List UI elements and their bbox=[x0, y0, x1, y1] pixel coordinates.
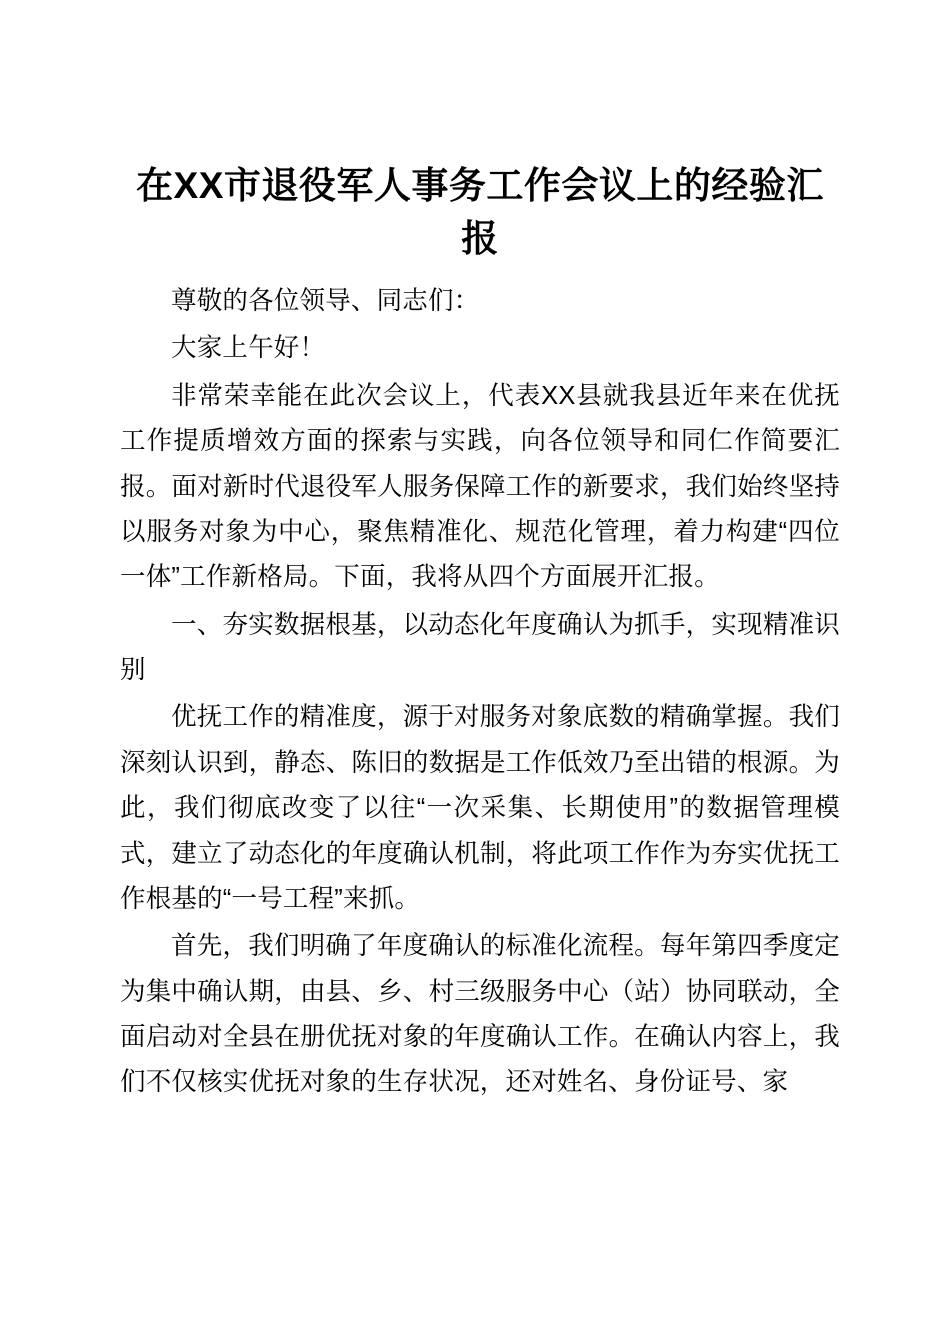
paragraph-section-one-body-2: 首先，我们明确了年度确认的标准化流程。每年第四季度定为集中确认期，由县、乡、村三级服务中心（站）协同联动，全面启动对全县在册优抚对象的年度确认工作。在确认内容上，我们不仅核实优抚对象的生存状况，还对姓名、身份证号、家 bbox=[120, 932, 840, 1097]
page-title: 在XX市退役军人事务工作会议上的经验汇报 bbox=[136, 165, 824, 259]
paragraph-section-one-body-1: 优抚工作的精准度，源于对服务对象底数的精确掌握。我们深刻认识到，静态、陈旧的数据是工作低效乃至出错的根源。为此，我们彻底改变了以往“一次采集、长期使用”的数据管理模式，建立了动态化的年度确认机制，将此项工作作为夯实优抚工作根基的“一号工程”来抓。 bbox=[120, 703, 840, 913]
section-heading-one: 一、夯实数据根基，以动态化年度确认为抓手，实现精准识别 bbox=[120, 610, 840, 685]
paragraph-opening: 非常荣幸能在此次会议上，代表XX县就我县近年来在优抚工作提质增效方面的探索与实践，向各位领导和同仁作简要汇报。面对新时代退役军人服务保障工作的新要求，我们始终坚持以服务对象为中心，聚焦精准化、规范化管理，着力构建“四位一体”工作新格局。下面，我将从四个方面展开汇报。 bbox=[120, 381, 840, 592]
paragraph-salutation: 尊敬的各位领导、同志们： bbox=[171, 287, 480, 316]
paragraph-greeting: 大家上午好！ bbox=[171, 334, 326, 363]
